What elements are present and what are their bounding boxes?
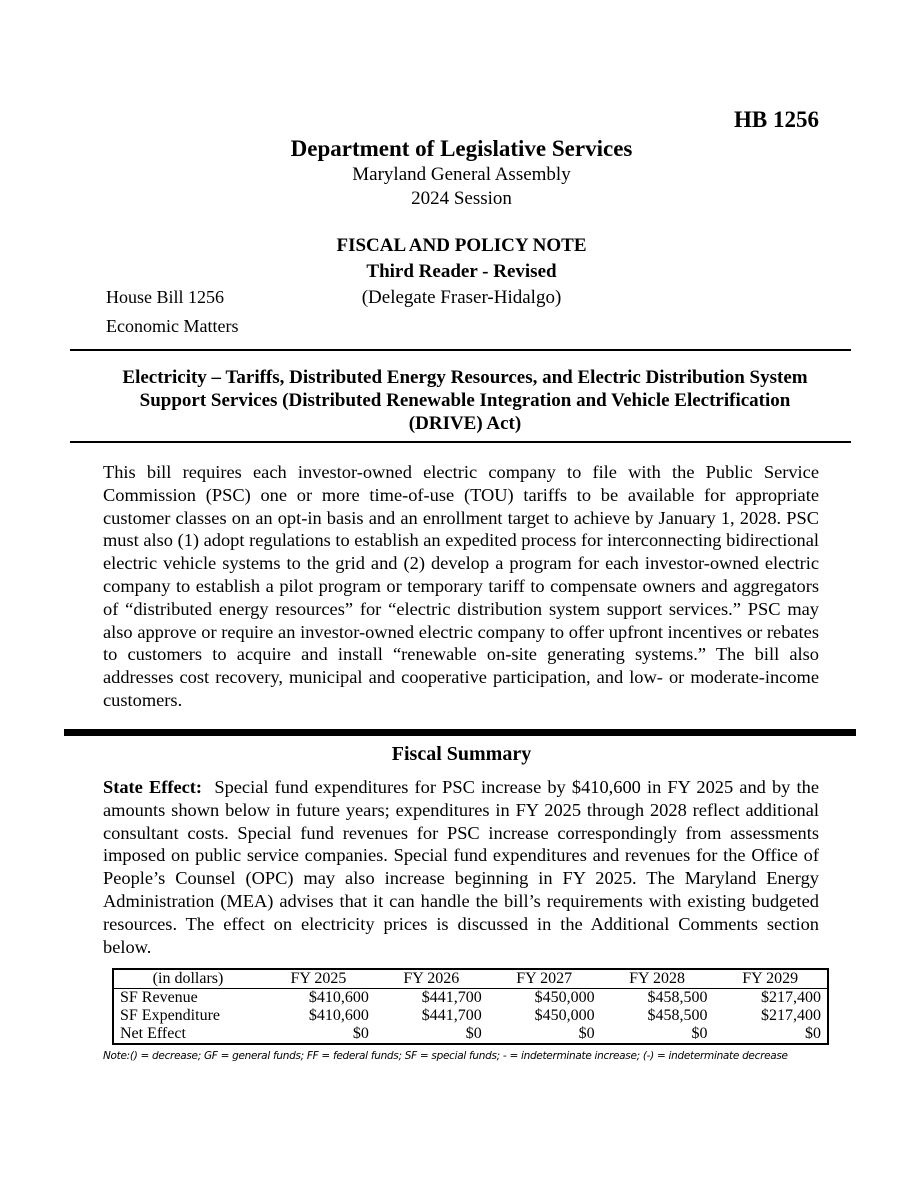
sponsor: (Delegate Fraser-Hidalgo) (361, 287, 562, 308)
cell-value: $450,000 (534, 989, 595, 1006)
bill-code: HB 1256 (734, 107, 819, 132)
cell-value: $0 (691, 1025, 708, 1042)
cell-value: $410,600 (308, 1007, 369, 1024)
cell-value: $217,400 (761, 989, 821, 1006)
column-header: (in dollars) (152, 970, 224, 987)
note-type: FISCAL AND POLICY NOTE (336, 235, 587, 256)
assembly-name: Maryland General Assembly (352, 164, 571, 185)
row-label: SF Expenditure (120, 1007, 220, 1024)
divider (70, 349, 851, 351)
table-row (113, 989, 828, 1008)
state-effect-label: State Effect: (103, 777, 203, 797)
table-note: Note:() = decrease; GF = general funds; FF = federal funds; SF = special funds; - = indeterminate increase; (-) = indeterminate decrease (103, 1050, 788, 1062)
cell-value: $0 (465, 1025, 482, 1042)
session-label: 2024 Session (411, 188, 512, 209)
cell-value: $217,400 (761, 1007, 821, 1024)
column-header: FY 2025 (290, 970, 347, 987)
bill-title: Electricity – Tariffs, Distributed Energy Resources, and Electric Distribution System Support Services (Distributed Renewable Integration and Vehicle Electrification (DRIVE) Act) (122, 367, 808, 434)
column-header: FY 2029 (742, 970, 799, 987)
section-divider (64, 729, 856, 736)
cell-value: $458,500 (647, 1007, 708, 1024)
table-header-row (113, 969, 828, 989)
bill-summary: This bill requires each investor-owned electric company to file with the Public Service Commission (PSC) one or more time-of-use (TOU) tariffs to be available for appropriate customer classes on an opt-in basis and an enrollment target to achieve by January 1, 2028. PSC must also (1) adopt regulations to establish an expedited process for interconnecting bidirectional electric vehicle systems to the grid and (2) develop a program for each investor-owned electric company to establish a pilot program or temporary tariff to compensate owners and aggregators of “distributed energy resources” for “electric distribution system support services.” PSC may also approve or require an investor-owned electric company to offer upfront incentives or rebates to customers to acquire and install “renewable on-site generating systems.” The bill also addresses cost recovery, municipal and cooperative participation, and low- or moderate-income customers. (103, 462, 820, 710)
divider (70, 441, 851, 443)
table-row (113, 1025, 828, 1044)
cell-value: $458,500 (647, 989, 708, 1006)
cell-value: $0 (578, 1025, 595, 1042)
column-header: FY 2027 (516, 970, 573, 987)
committee: Economic Matters (106, 316, 239, 336)
state-effect (103, 776, 819, 958)
table-row (113, 1007, 828, 1025)
fiscal-summary-heading: Fiscal Summary (391, 743, 532, 765)
cell-value: $410,600 (308, 989, 369, 1006)
row-label: Net Effect (120, 1025, 186, 1042)
column-header: FY 2028 (629, 970, 685, 987)
fiscal-table (112, 968, 829, 1045)
cell-value: $450,000 (534, 1007, 595, 1024)
cell-value: $441,700 (421, 1007, 482, 1024)
cell-value: $441,700 (421, 989, 482, 1006)
department-name: Department of Legislative Services (290, 136, 633, 161)
cell-value: $0 (805, 1025, 821, 1042)
cell-value: $0 (352, 1025, 369, 1042)
column-header: FY 2026 (403, 970, 460, 987)
bill-number: House Bill 1256 (106, 287, 225, 307)
state-effect-text: Special fund expenditures for PSC increase by $410,600 in FY 2025 and by the amounts shown below in future years; expenditures in FY 2025 through 2028 reflect additional consultant costs. Special fund revenues for PSC increase correspondingly from assessments imposed on public service companies. Special fund expenditures and revenues for the Office of People’s Counsel (OPC) may also increase beginning in FY 2025. The Maryland Energy Administration (MEA) advises that it can handle the bill’s requirements with existing budgeted resources. The effect on electricity prices is discussed in the Additional Comments section below. (103, 777, 819, 957)
row-label: SF Revenue (120, 989, 198, 1006)
reader-status: Third Reader - Revised (366, 261, 557, 282)
